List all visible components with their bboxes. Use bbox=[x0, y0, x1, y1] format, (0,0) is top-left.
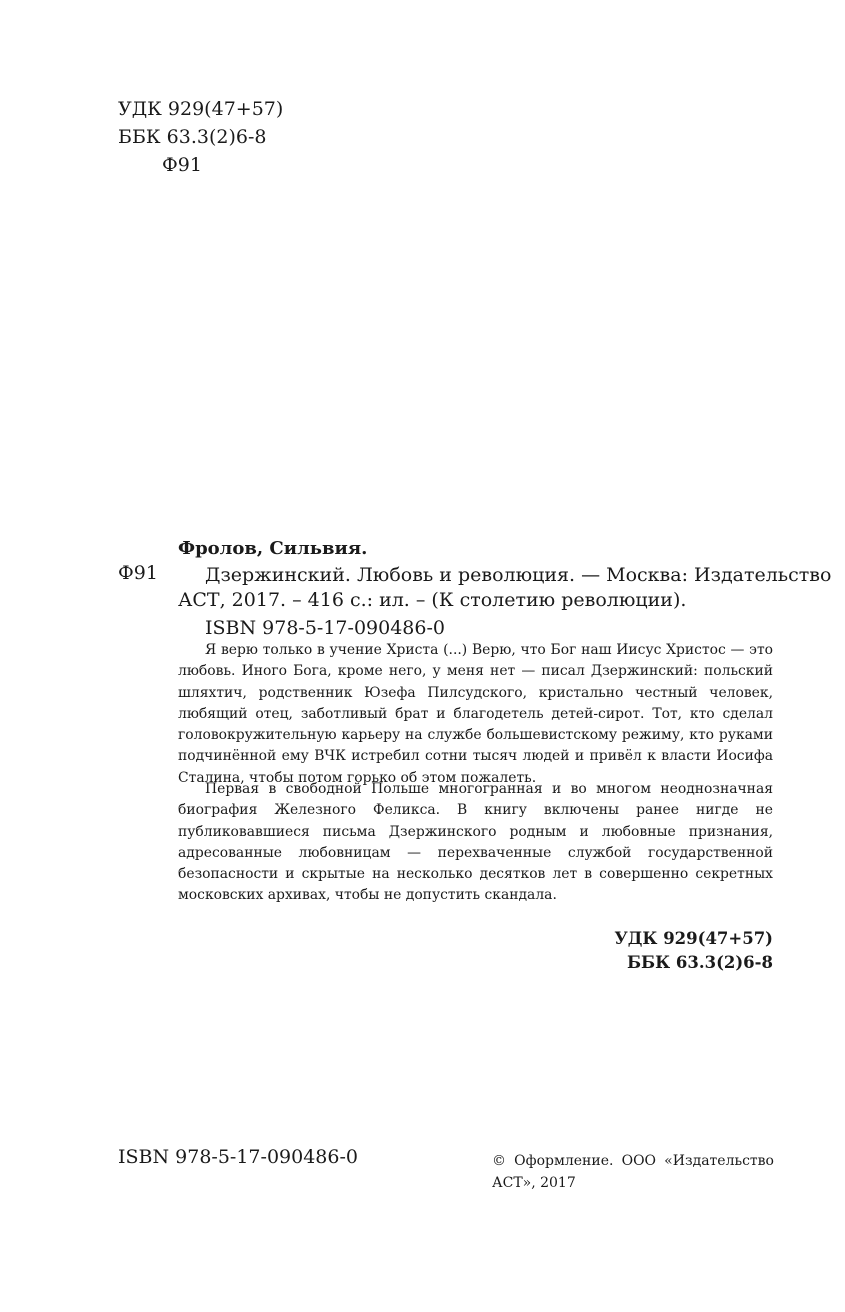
annotation-paragraph-1 bbox=[178, 640, 773, 789]
annotation-text-1: Я верю только в учение Христа (...) Верю, что Бог наш Иисус Христос — это любовь. Иного Бога, кроме него, у меня нет — писал Дзержинский: польский шляхтич, родственник Юзефа Пилсудского, кристально честный человек, любящий отец, заботливый брат и благодетель детей-сирот. Тот, кто сделал головокружительную карьеру на службе большевистскому режиму, кто руками подчинённой ему ВЧК истребил сотни тысяч людей и привёл к власти Иосифа Сталина, чтобы потом горько об этом пожалеть. bbox=[178, 642, 773, 786]
footer-isbn: ISBN 978-5-17-090486-0 bbox=[118, 1146, 358, 1168]
catalog-isbn: ISBN 978-5-17-090486-0 bbox=[205, 617, 445, 639]
catalog-title-line-1: Дзержинский. Любовь и революция. — Москва: Издательство bbox=[205, 564, 832, 586]
catalog-title-line-2: АСТ, 2017. – 416 с.: ил. – (К столетию революции). bbox=[178, 589, 687, 611]
footer-copyright: © Оформление. ООО «Издательство АСТ», 2017 bbox=[492, 1153, 774, 1191]
top-udk-code: УДК 929(47+57) bbox=[118, 98, 284, 120]
top-author-sign: Ф91 bbox=[162, 154, 202, 176]
catalog-udk-code: УДК 929(47+57) bbox=[614, 929, 773, 948]
catalog-bbk-code: ББК 63.3(2)6-8 bbox=[626, 953, 773, 972]
catalog-classification-codes bbox=[614, 927, 773, 975]
catalog-author: Фролов, Сильвия. bbox=[178, 538, 368, 559]
top-bbk-code: ББК 63.3(2)6-8 bbox=[118, 126, 267, 148]
annotation-text-2: Первая в свободной Польше многогранная и во многом неоднозначная биография Железного Феликса. В книгу включены ранее нигде не публиковавшиеся письма Дзержинского родным и любовные признания, адресованные любовницам — перехваченные службой государственной безопасности и скрытые на несколько десятков лет в совершенно секретных московских архивах, чтобы не допустить скандала. bbox=[178, 781, 773, 904]
top-classification-codes bbox=[118, 95, 283, 179]
annotation-paragraph-2 bbox=[178, 779, 773, 907]
catalog-author-sign: Ф91 bbox=[118, 562, 158, 584]
